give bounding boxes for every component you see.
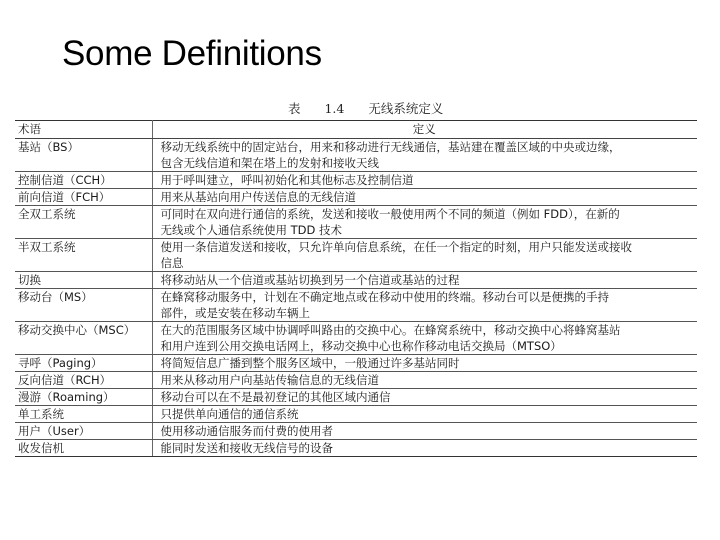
definition-cell	[152, 406, 697, 423]
definition-line: 将简短信息广播到整个服务区域中，一般通过许多基站同时	[160, 356, 460, 370]
table-row	[15, 389, 697, 406]
definition-line: 使用移动通信服务而付费的使用者	[160, 424, 333, 438]
definition-cell	[152, 372, 697, 389]
slide-title: Some Definitions	[62, 34, 322, 73]
table-row	[15, 189, 697, 206]
definition-line: 和用户连到公用交换电话网上，移动交换中心也称作移动电话交换局（MTSO）	[160, 339, 562, 353]
definition-cell	[152, 189, 697, 206]
definition-cell	[152, 389, 697, 406]
table-row	[15, 289, 697, 322]
table-row	[15, 206, 697, 239]
definition-cell	[152, 289, 697, 322]
term-cell: 单工系统	[15, 406, 152, 423]
definition-cell	[152, 172, 697, 189]
term-cell: 寻呼（Paging）	[15, 355, 152, 372]
definition-line: 包含无线信道和架在塔上的发射和接收天线	[160, 156, 379, 170]
definition-line: 用于呼叫建立，呼叫初始化和其他标志及控制信道	[160, 173, 414, 187]
term-cell: 反向信道（RCH）	[15, 372, 152, 389]
definitions-table	[15, 120, 697, 457]
term-cell: 收发信机	[15, 440, 152, 457]
table-row	[15, 322, 697, 355]
definition-line: 只提供单向通信的通信系统	[160, 407, 299, 421]
table-row	[15, 172, 697, 189]
definition-line: 在大的范围服务区域中协调呼叫路由的交换中心。在蜂窝系统中，移动交换中心将蜂窝基站	[160, 323, 621, 337]
table-row	[15, 406, 697, 423]
term-cell: 切换	[15, 272, 152, 289]
term-cell: 基站（BS）	[15, 139, 152, 172]
table-row	[15, 239, 697, 272]
term-cell: 前向信道（FCH）	[15, 189, 152, 206]
table-row	[15, 372, 697, 389]
table-header-row	[15, 121, 697, 139]
definition-cell	[152, 322, 697, 355]
definition-line: 使用一条信道发送和接收，只允许单向信息系统，在任一个指定的时刻，用户只能发送或接收	[160, 240, 632, 254]
column-header-definition: 定义	[152, 121, 697, 139]
definition-cell	[152, 239, 697, 272]
definition-line: 用来从移动用户向基站传输信息的无线信道	[160, 373, 379, 387]
column-header-term: 术语	[15, 121, 152, 139]
definition-line: 移动无线系统中的固定站台，用来和移动进行无线通信，基站建在覆盖区域的中央或边缘，	[160, 140, 621, 154]
definition-cell	[152, 139, 697, 172]
table-row	[15, 440, 697, 457]
term-cell: 半双工系统	[15, 239, 152, 272]
definition-line: 信息	[160, 256, 184, 270]
table-row	[15, 423, 697, 440]
definition-line: 部件，或是安装在移动车辆上	[160, 306, 310, 320]
table-row	[15, 272, 697, 289]
definition-cell	[152, 355, 697, 372]
table-body	[15, 139, 697, 457]
definition-line: 移动台可以在不是最初登记的其他区域内通信	[160, 390, 391, 404]
term-cell: 全双工系统	[15, 206, 152, 239]
term-cell: 移动台（MS）	[15, 289, 152, 322]
definition-line: 可同时在双向进行通信的系统，发送和接收一般使用两个不同的频道（例如 FDD），在新的	[160, 207, 620, 221]
table-caption: 表 1.4 无线系统定义	[288, 101, 444, 116]
definition-line: 将移动站从一个信道或基站切换到另一个信道或基站的过程	[160, 273, 460, 287]
definition-cell	[152, 206, 697, 239]
definition-line: 能同时发送和接收无线信号的设备	[160, 441, 333, 455]
definition-cell	[152, 272, 697, 289]
definition-cell	[152, 440, 697, 457]
definition-line: 用来从基站向用户传送信息的无线信道	[160, 190, 356, 204]
term-cell: 用户（User）	[15, 423, 152, 440]
term-cell: 移动交换中心（MSC）	[15, 322, 152, 355]
term-cell: 控制信道（CCH）	[15, 172, 152, 189]
term-cell: 漫游（Roaming）	[15, 389, 152, 406]
definition-cell	[152, 423, 697, 440]
definition-line: 无线或个人通信系统使用 TDD 技术	[160, 223, 343, 237]
table-row	[15, 139, 697, 172]
table-row	[15, 355, 697, 372]
definition-line: 在蜂窝移动服务中，计划在不确定地点或在移动中使用的终端。移动台可以是便携的手持	[160, 290, 609, 304]
